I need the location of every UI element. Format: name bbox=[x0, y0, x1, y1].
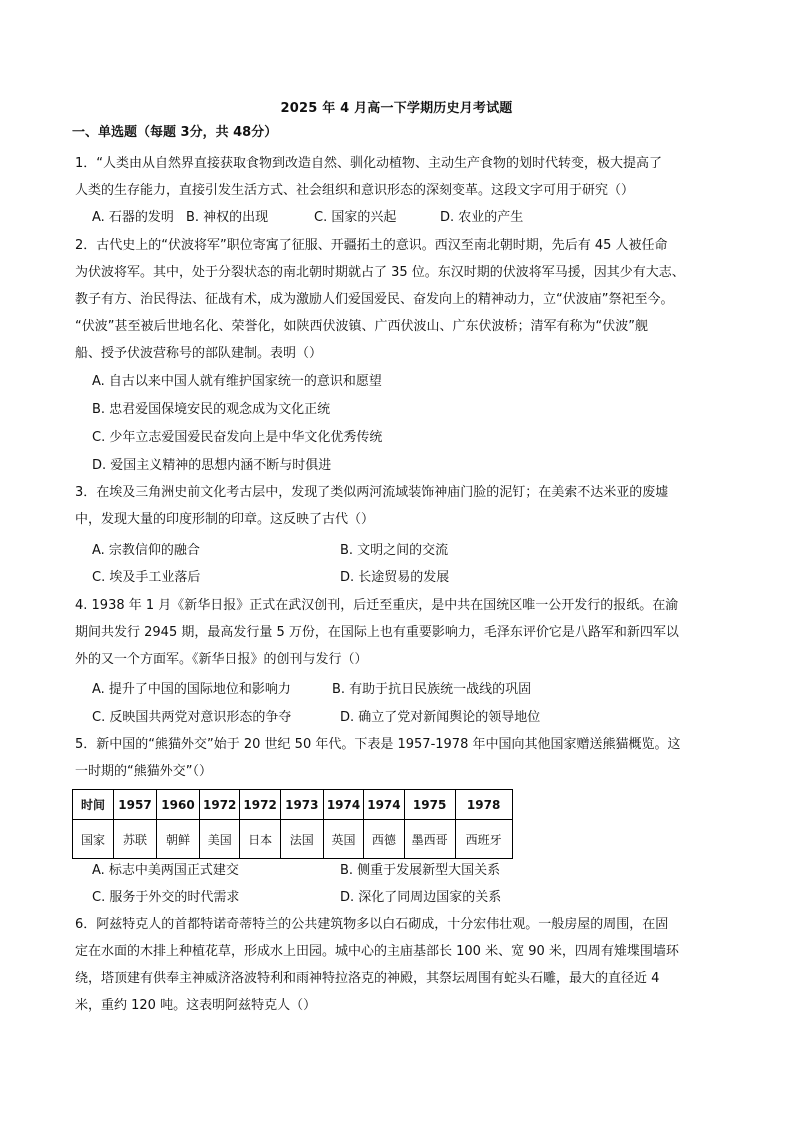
question-2-line-5: 船、授予伏波营称号的部队建制。表明（） bbox=[75, 346, 323, 361]
question-5-line-2: 一时期的“熊猫外交”（） bbox=[75, 764, 212, 779]
table-cell: 1973 bbox=[280, 790, 323, 820]
question-3-option-b: B. 文明之间的交流 bbox=[340, 543, 449, 558]
table-cell: 西班牙 bbox=[455, 820, 512, 859]
table-cell: 日本 bbox=[240, 820, 280, 859]
table-cell: 1975 bbox=[404, 790, 455, 820]
question-6-line-1: 6．阿兹特克人的首都特诺奇蒂特兰的公共建筑物多以白石砌成，十分宏伟壮观。一般房屋的周围，在固 bbox=[75, 917, 669, 932]
panda-gift-table bbox=[72, 789, 513, 859]
question-4-option-d: D. 确立了党对新闻舆论的领导地位 bbox=[340, 710, 541, 725]
table-row-countries bbox=[73, 820, 513, 859]
question-5-option-a: A. 标志中美两国正式建交 bbox=[92, 863, 239, 878]
question-2-line-3: 教子有方、治民得法、征战有术，成为激励人们爱国爱民、奋发向上的精神动力，立“伏波庙”祭祀至今。 bbox=[75, 292, 674, 307]
question-1-line-2: 人类的生存能力，直接引发生活方式、社会组织和意识形态的深刻变革。这段文字可用于研究（） bbox=[75, 183, 635, 198]
question-4-option-a: A. 提升了中国的国际地位和影响力 bbox=[92, 682, 291, 697]
question-4-option-b: B. 有助于抗日民族统一战线的巩固 bbox=[332, 682, 532, 697]
question-4-line-2: 期间共发行 2945 期，最高发行量 5 万份，在国际上也有重要影响力，毛泽东评价它是八路军和新四军以 bbox=[75, 625, 679, 640]
question-2-option-c: C. 少年立志爱国爱民奋发向上是中华文化优秀传统 bbox=[92, 430, 383, 445]
table-cell: 1974 bbox=[323, 790, 363, 820]
question-5-line-1: 5．新中国的“熊猫外交”始于 20 世纪 50 年代。下表是 1957-1978 年中国向其他国家赠送熊猫概览。这 bbox=[75, 737, 681, 752]
question-2-line-4: “伏波”甚至被后世地名化、荣誉化，如陕西伏波镇、广西伏波山、广东伏波桥；清军有称为“伏波”舰 bbox=[75, 319, 648, 334]
question-2-option-d: D. 爱国主义精神的思想内涵不断与时俱进 bbox=[92, 458, 332, 473]
section-heading: 一、单选题（每题 3分，共 48分） bbox=[72, 125, 278, 140]
question-4-line-3: 外的又一个方面军。《新华日报》的创刊与发行（） bbox=[75, 652, 368, 667]
question-5-option-d: D. 深化了同周边国家的关系 bbox=[340, 890, 502, 905]
question-1-option-a: A. 石器的发明 bbox=[92, 210, 174, 225]
table-cell: 1972 bbox=[200, 790, 240, 820]
table-header-cell: 时间 bbox=[73, 790, 114, 820]
question-1-line-1: 1．“人类由从自然界直接获取食物到改造自然、驯化动植物、主动生产食物的划时代转变，极大提高了 bbox=[75, 156, 663, 171]
question-6-line-3: 绕，塔顶建有供奉主神威济洛波特利和雨神特拉洛克的神殿，其祭坛周围有蛇头石雕，最大的直径近 4 bbox=[75, 971, 660, 986]
question-2-option-b: B. 忠君爱国保境安民的观念成为文化正统 bbox=[92, 402, 331, 417]
table-cell: 美国 bbox=[200, 820, 240, 859]
question-3-option-d: D. 长途贸易的发展 bbox=[340, 570, 450, 585]
question-2-line-2: 为伏波将军。其中，处于分裂状态的南北朝时期就占了 35 位。东汉时期的伏波将军马援，因其少有大志、 bbox=[75, 265, 685, 280]
question-3-line-2: 中，发现大量的印度形制的印章。这反映了古代（） bbox=[75, 512, 375, 527]
page-title: 2025 年 4 月高一下学期历史月考试题 bbox=[280, 101, 513, 116]
question-3-line-1: 3．在埃及三角洲史前文化考古层中，发现了类似两河流域装饰神庙门脸的泥钉；在美索不达米亚的废墟 bbox=[75, 485, 669, 500]
question-5-option-c: C. 服务于外交的时代需求 bbox=[92, 890, 240, 905]
table-cell: 1978 bbox=[455, 790, 512, 820]
table-cell: 苏联 bbox=[114, 820, 157, 859]
table-row-years bbox=[73, 790, 513, 820]
question-5-option-b: B. 侧重于发展新型大国关系 bbox=[340, 863, 501, 878]
question-2-option-a: A. 自古以来中国人就有维护国家统一的意识和愿望 bbox=[92, 374, 382, 389]
table-header-cell: 国家 bbox=[73, 820, 114, 859]
table-cell: 法国 bbox=[280, 820, 323, 859]
table-cell: 英国 bbox=[323, 820, 363, 859]
question-1-option-b: B. 神权的出现 bbox=[186, 210, 269, 225]
table-cell: 1960 bbox=[157, 790, 200, 820]
question-6-line-4: 米，重约 120 吨。这表明阿兹特克人（） bbox=[75, 998, 317, 1013]
question-6-line-2: 定在水面的木排上种植花草，形成水上田园。城中心的主庙基部长 100 米、宽 90 米，四周有雉堞围墙环 bbox=[75, 944, 679, 959]
table-cell: 墨西哥 bbox=[404, 820, 455, 859]
question-2-line-1: 2．古代史上的“伏波将军”职位寄寓了征服、开疆拓土的意识。西汉至南北朝时期，先后有 45 人被任命 bbox=[75, 238, 668, 253]
question-1-option-c: C. 国家的兴起 bbox=[314, 210, 397, 225]
question-1-option-d: D. 农业的产生 bbox=[440, 210, 524, 225]
table-cell: 1957 bbox=[114, 790, 157, 820]
question-4-line-1: 4. 1938 年 1 月《新华日报》正式在武汉创刊，后迁至重庆，是中共在国统区唯一公开发行的报纸。在渝 bbox=[75, 598, 679, 613]
table-cell: 1974 bbox=[364, 790, 404, 820]
table-cell: 朝鲜 bbox=[157, 820, 200, 859]
question-4-option-c: C. 反映国共两党对意识形态的争夺 bbox=[92, 710, 292, 725]
table-cell: 西德 bbox=[364, 820, 404, 859]
question-3-option-a: A. 宗教信仰的融合 bbox=[92, 543, 200, 558]
question-3-option-c: C. 埃及手工业落后 bbox=[92, 570, 201, 585]
table-cell: 1972 bbox=[240, 790, 280, 820]
